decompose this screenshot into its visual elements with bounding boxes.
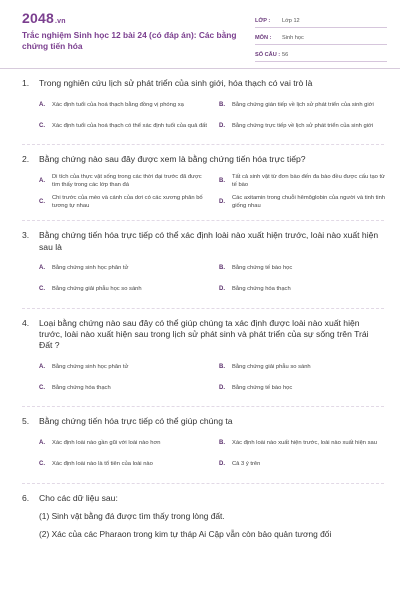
- question-number: 1.: [22, 78, 30, 88]
- meta-value: 56: [282, 51, 289, 58]
- question-divider: [22, 144, 384, 145]
- option-letter: C.: [39, 286, 45, 293]
- option-a[interactable]: [39, 260, 211, 277]
- option-text: Xác định tuổi của hoá thạch bằng đồng vị phóng xạ: [52, 101, 184, 108]
- option-letter: B.: [219, 101, 225, 108]
- option-letter: A.: [39, 101, 45, 108]
- option-letter: D.: [219, 122, 225, 129]
- option-text: Bằng chứng hóa thạch: [52, 384, 111, 391]
- option-c[interactable]: [39, 379, 211, 396]
- question-3: [0, 230, 400, 301]
- site-logo[interactable]: 2048.vn: [22, 10, 66, 26]
- page-header: [0, 0, 400, 64]
- question-body: Cho các dữ liệu sau:: [39, 492, 118, 503]
- meta-box: [255, 14, 387, 65]
- option-b[interactable]: [219, 358, 391, 375]
- option-text: Các axitamin trong chuỗi hêmôglobin của người và tinh tinh giống nhau: [232, 194, 386, 209]
- meta-row-class: [255, 14, 387, 28]
- question-5: [0, 416, 400, 476]
- option-text: Cả 3 ý trên: [232, 460, 261, 467]
- question-1: [0, 78, 400, 138]
- option-text: Bằng chứng sinh học phân tử: [52, 265, 129, 272]
- option-letter: B.: [219, 439, 225, 446]
- option-d[interactable]: [219, 379, 391, 396]
- document-title: Trắc nghiệm Sinh học 12 bài 24 (có đáp án): Các bằng chứng tiến hóa: [22, 30, 237, 51]
- question-body: Loại bằng chứng nào sau đây có thể giúp chúng ta xác định được loài nào xuất hiện trước, loài nào xuất hiện sau trong lịch sử phát sinh và phát triển của sự sống trên Trái Đất ?: [39, 317, 369, 351]
- meta-label: SỐ CÂU :: [255, 51, 281, 58]
- option-text: Bằng chứng tế bào học: [232, 384, 293, 391]
- option-text: Xác định tuổi của hoá thạch có thể xác định tuổi của quả đất: [52, 122, 208, 129]
- question-text: [22, 318, 384, 352]
- option-letter: A.: [39, 439, 45, 446]
- meta-label: LỚP :: [255, 17, 271, 24]
- question-6: [0, 493, 400, 540]
- option-letter: D.: [219, 460, 225, 467]
- option-letter: D.: [219, 286, 225, 293]
- option-letter: C.: [39, 384, 45, 391]
- option-c[interactable]: [39, 281, 211, 298]
- option-b[interactable]: [219, 435, 391, 452]
- meta-value: Lớp 12: [282, 17, 300, 24]
- option-d[interactable]: [219, 117, 391, 134]
- question-text: [22, 154, 384, 165]
- option-text: Tất cả sinh vật từ đơn bào đến đa bào đều được cấu tạo từ tế bào: [232, 173, 385, 188]
- option-text: Bằng chứng gián tiếp về lịch sử phát triển của sinh giới: [232, 101, 374, 108]
- question-2: [0, 154, 400, 214]
- question-number: 6.: [22, 492, 30, 503]
- question-body: Bằng chứng tiến hóa trực tiếp có thể xác định loài nào xuất hiện trước, loài nào xuất hiện sau là: [39, 230, 379, 252]
- option-text: Bằng chứng hóa thạch: [232, 286, 291, 293]
- option-d[interactable]: [219, 281, 391, 298]
- option-b[interactable]: [219, 172, 391, 189]
- data-line-1: (1) Sinh vật bằng đá được tìm thấy trong lòng đất.: [39, 510, 225, 521]
- option-text: Bằng chứng giải phẫu học so sánh: [52, 286, 142, 293]
- option-letter: B.: [219, 363, 225, 370]
- option-a[interactable]: [39, 435, 211, 452]
- question-divider: [22, 220, 384, 221]
- option-text: Bằng chứng trực tiếp về lịch sử phát triển của sinh giới: [232, 122, 374, 129]
- option-b[interactable]: [219, 260, 391, 277]
- option-letter: B.: [219, 177, 225, 184]
- header-divider: [0, 68, 400, 69]
- question-divider: [22, 308, 384, 309]
- question-divider: [22, 406, 384, 407]
- question-body: Trong nghiên cứu lịch sử phát triển của sinh giới, hóa thạch có vai trò là: [39, 78, 313, 88]
- option-c[interactable]: [39, 193, 211, 210]
- question-body: Bằng chứng tiến hóa trực tiếp có thể giúp chúng ta: [39, 416, 233, 427]
- option-a[interactable]: [39, 358, 211, 375]
- question-number: 2.: [22, 154, 30, 165]
- options-grid: [39, 358, 384, 400]
- question-4: [0, 318, 400, 401]
- question-text: [22, 416, 384, 427]
- option-letter: C.: [39, 198, 45, 205]
- question-number: 3.: [22, 230, 30, 241]
- option-a[interactable]: [39, 172, 211, 189]
- option-text: Bằng chứng giải phẫu so sánh: [232, 363, 311, 370]
- option-letter: C.: [39, 460, 45, 467]
- option-c[interactable]: [39, 117, 211, 134]
- option-letter: D.: [219, 384, 225, 391]
- option-text: Bằng chứng tế bào học: [232, 265, 293, 272]
- option-text: Xác định loài nào xuất hiện trước, loài nào xuất hiện sau: [232, 439, 377, 446]
- meta-row-subject: [255, 31, 387, 45]
- option-text: Bằng chứng sinh học phân tử: [52, 363, 129, 370]
- data-line-2: (2) Xác của các Pharaon trong kim tự tháp Ai Cập vẫn còn bảo quản tương đối: [39, 528, 332, 539]
- question-divider: [22, 483, 384, 484]
- meta-label: MÔN :: [255, 34, 272, 41]
- option-c[interactable]: [39, 456, 211, 473]
- question-text: [22, 78, 384, 89]
- option-letter: D.: [219, 198, 225, 205]
- option-letter: C.: [39, 122, 45, 129]
- options-grid: [39, 172, 384, 214]
- question-text: [22, 230, 384, 252]
- option-letter: A.: [39, 177, 45, 184]
- option-text: Chi trước của mèo và cánh của dơi có các xương phân bố tương tự nhau: [52, 194, 203, 209]
- option-letter: A.: [39, 265, 45, 272]
- options-grid: [39, 96, 384, 138]
- option-letter: A.: [39, 363, 45, 370]
- options-grid: [39, 260, 384, 302]
- options-grid: [39, 435, 384, 477]
- question-list: [0, 78, 400, 540]
- option-letter: B.: [219, 265, 225, 272]
- option-d[interactable]: [219, 193, 391, 210]
- option-a[interactable]: [39, 96, 211, 113]
- option-text: Xác định loài nào là tổ tiên của loài nào: [52, 460, 153, 467]
- meta-value: Sinh học: [282, 34, 304, 41]
- option-text: Xác định loài nào gần gũi với loài nào hơn: [52, 439, 161, 446]
- question-number: 4.: [22, 317, 30, 328]
- question-number: 5.: [22, 416, 30, 427]
- question-body: Bằng chứng nào sau đây được xem là bằng chứng tiến hóa trực tiếp?: [39, 154, 306, 165]
- option-d[interactable]: [219, 456, 391, 473]
- question-text: [22, 493, 384, 504]
- option-b[interactable]: [219, 96, 391, 113]
- meta-row-count: [255, 48, 387, 62]
- option-text: Di tích của thực vật sống trong các thời đại trước đã được tìm thấy trong các lớp than đá: [52, 173, 202, 188]
